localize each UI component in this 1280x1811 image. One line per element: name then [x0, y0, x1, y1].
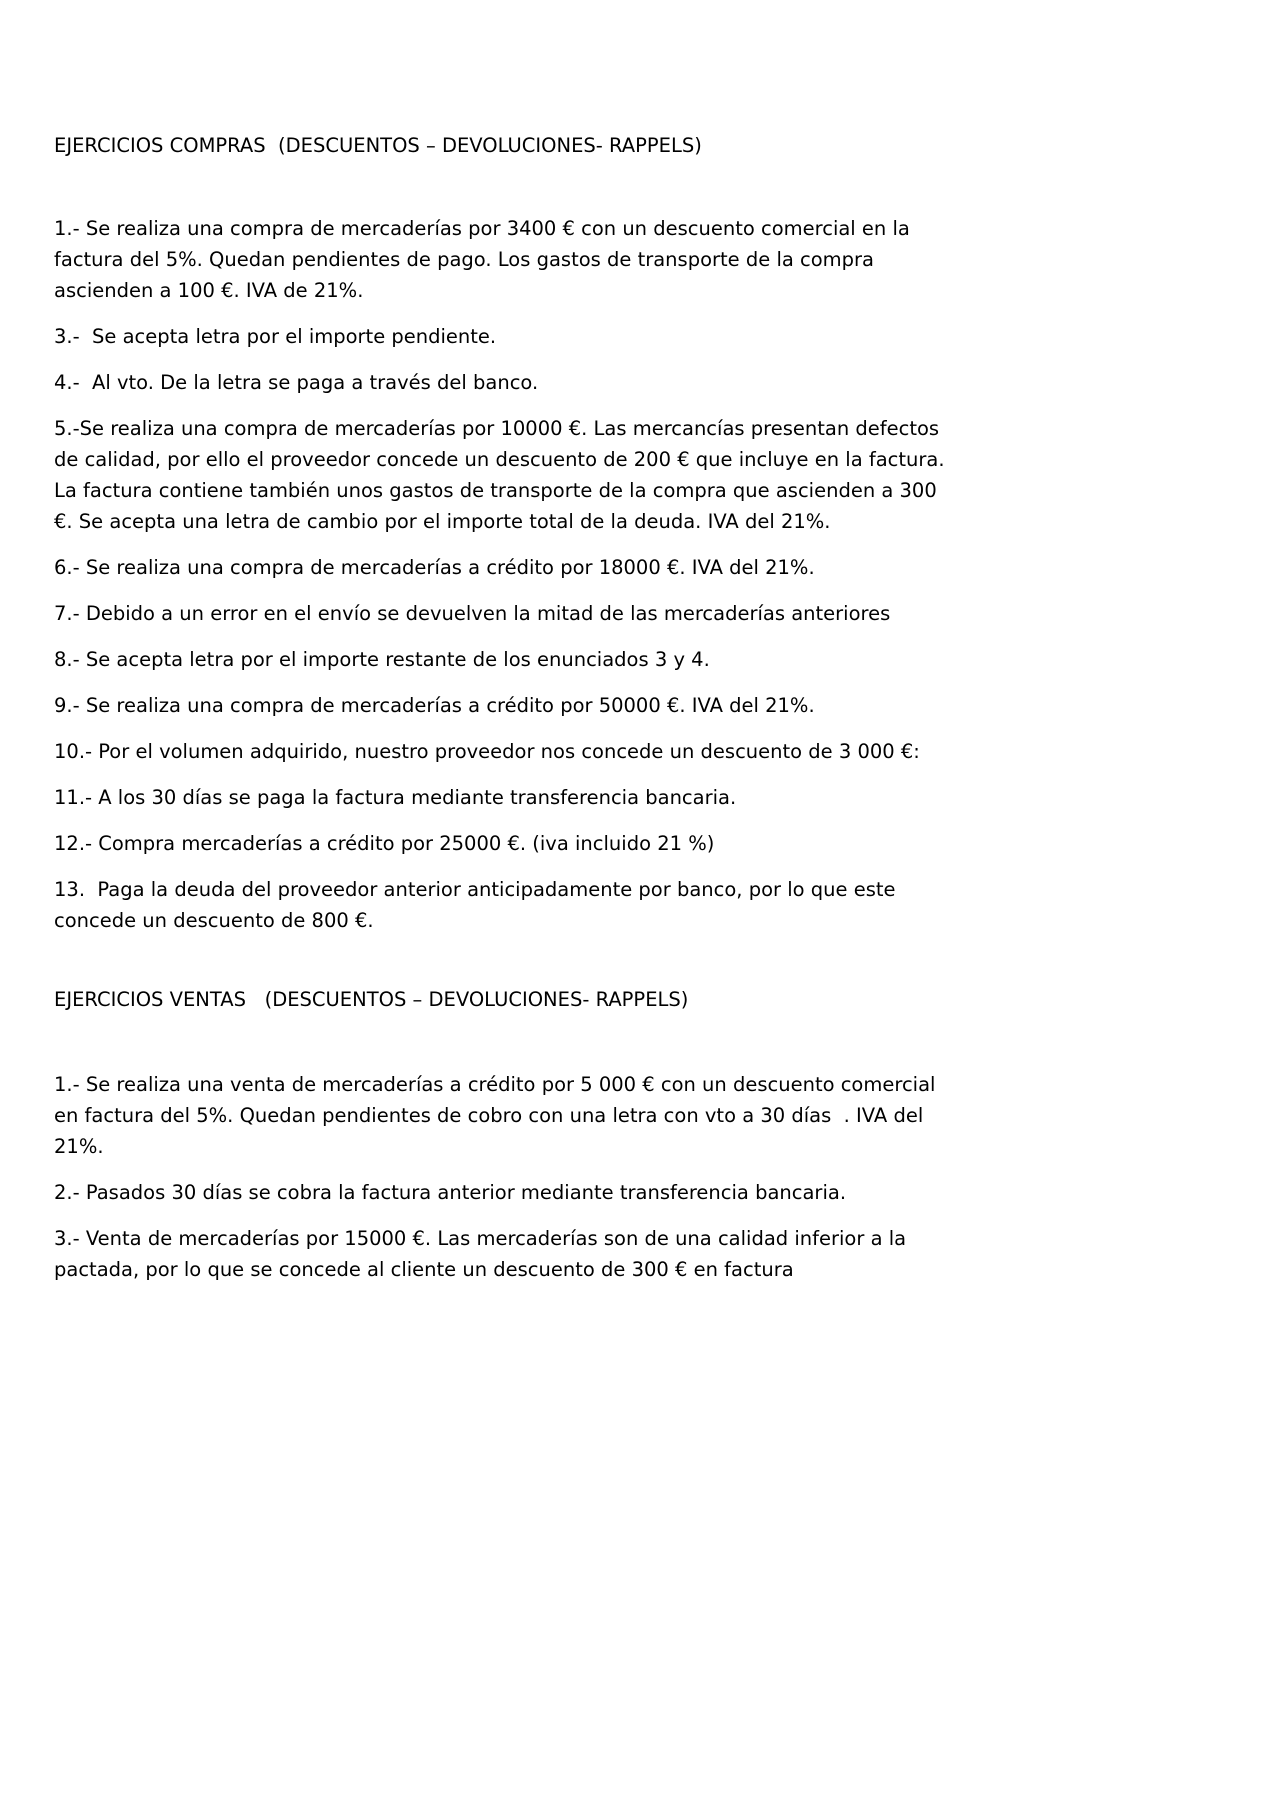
exercise-paragraph: 1.- Se realiza una compra de mercaderías por 3400 € con un descuento comercial en la factura del 5%. Quedan pendientes de pago. Los gastos de transporte de la compra ascienden a 100 €. IVA de 21%. — [54, 217, 917, 302]
section-title-ventas: EJERCICIOS VENTAS (DESCUENTOS – DEVOLUCIONES- RAPPELS) — [54, 988, 689, 1011]
exercise-paragraph: 10.- Por el volumen adquirido, nuestro proveedor nos concede un descuento de 3 000 €: — [54, 740, 920, 763]
exercise-paragraph: 5.-Se realiza una compra de mercaderías por 10000 €. Las mercancías presentan defectos de calidad, por ello el proveedor concede un descuento de 200 € que incluye en la factura. La factura contiene también unos gastos de transporte de la compra que ascienden a 300 €. Se acepta una letra de cambio por el importe total de la deuda. IVA del 21%. — [54, 417, 951, 533]
exercise-paragraph: 2.- Pasados 30 días se cobra la factura anterior mediante transferencia bancaria. — [54, 1181, 847, 1204]
exercise-paragraph: 12.- Compra mercaderías a crédito por 25000 €. (iva incluido 21 %) — [54, 832, 715, 855]
section-ventas — [54, 984, 956, 1285]
exercise-paragraph: 6.- Se realiza una compra de mercaderías a crédito por 18000 €. IVA del 21%. — [54, 556, 815, 579]
exercise-paragraph: 13. Paga la deuda del proveedor anterior anticipadamente por banco, por lo que este concede un descuento de 800 €. — [54, 878, 902, 932]
section-title-compras: EJERCICIOS COMPRAS (DESCUENTOS – DEVOLUCIONES- RAPPELS) — [54, 134, 702, 157]
exercise-paragraph: 11.- A los 30 días se paga la factura mediante transferencia bancaria. — [54, 786, 737, 809]
document-content — [54, 130, 956, 1300]
exercise-paragraph: 3.- Venta de mercaderías por 15000 €. Las mercaderías son de una calidad inferior a la pactada, por lo que se concede al cliente un descuento de 300 € en factura — [54, 1227, 913, 1281]
exercise-paragraph: 8.- Se acepta letra por el importe restante de los enunciados 3 y 4. — [54, 648, 710, 671]
exercise-paragraph: 1.- Se realiza una venta de mercaderías a crédito por 5 000 € con un descuento comercial en factura del 5%. Quedan pendientes de cobro con una letra con vto a 30 días . IVA del 21%. — [54, 1073, 942, 1158]
exercise-paragraph: 4.- Al vto. De la letra se paga a través del banco. — [54, 371, 539, 394]
exercise-paragraph: 7.- Debido a un error en el envío se devuelven la mitad de las mercaderías anteriores — [54, 602, 891, 625]
exercise-paragraph: 9.- Se realiza una compra de mercaderías a crédito por 50000 €. IVA del 21%. — [54, 694, 815, 717]
exercise-paragraph: 3.- Se acepta letra por el importe pendiente. — [54, 325, 497, 348]
section-compras — [54, 130, 956, 936]
